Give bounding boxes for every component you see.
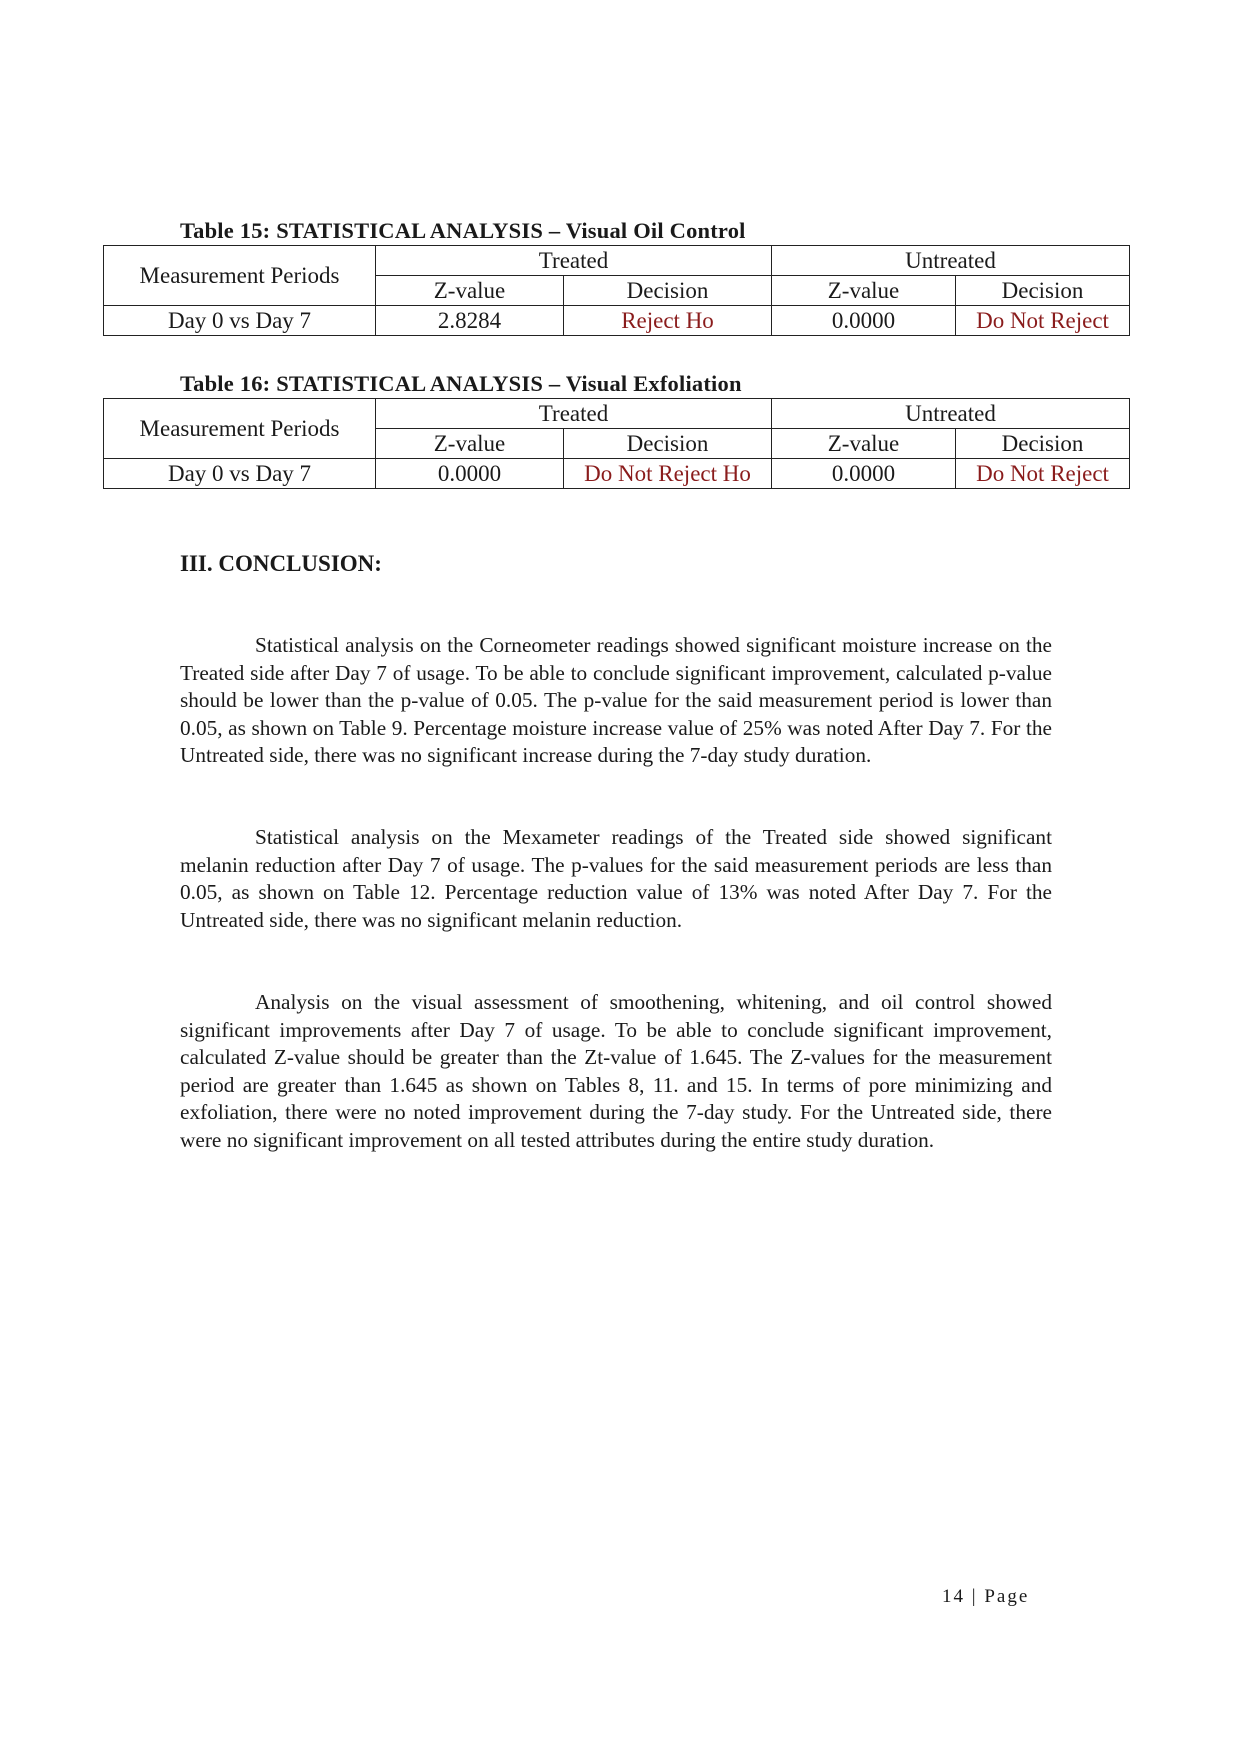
conclusion-heading: III. CONCLUSION: xyxy=(180,551,382,576)
table-16-caption xyxy=(180,371,742,397)
header-untreated-zvalue: Z-value xyxy=(772,276,956,306)
paragraph-text: Statistical analysis on the Mexameter readings of the Treated side showed significant melanin reduction after Day 7 of usage. The p-values for the said measurement periods are less than 0.05, as shown on Table 12. Percentage reduction value of 13% was noted After Day 7. For the Untreated side, there was no significant melanin reduction. xyxy=(180,825,1052,932)
header-untreated-decision: Decision xyxy=(956,276,1130,306)
paragraph-text: Statistical analysis on the Corneometer readings showed significant moisture increase on the Treated side after Day 7 of usage. To be able to conclude significant improvement, calculated p-value should be lower than the p-value of 0.05. The p-value for the said measurement period is lower than 0.05, as shown on Table 9. Percentage moisture increase value of 25% was noted After Day 7. For the Untreated side, there was no significant increase during the 7-day study duration. xyxy=(180,633,1052,768)
table-16 xyxy=(103,398,1130,489)
cell-treated-zvalue: 2.8284 xyxy=(376,306,564,336)
header-measurement-periods: Measurement Periods xyxy=(104,246,376,306)
cell-period: Day 0 vs Day 7 xyxy=(104,306,376,336)
cell-treated-decision: Do Not Reject Ho xyxy=(564,459,772,489)
page-footer xyxy=(942,1586,1029,1608)
cell-untreated-zvalue: 0.0000 xyxy=(772,306,956,336)
page-word: Page xyxy=(984,1586,1030,1607)
header-treated-zvalue: Z-value xyxy=(376,429,564,459)
cell-treated-decision: Reject Ho xyxy=(564,306,772,336)
header-untreated: Untreated xyxy=(772,246,1130,276)
header-untreated: Untreated xyxy=(772,399,1130,429)
cell-untreated-zvalue: 0.0000 xyxy=(772,459,956,489)
table-16-label: Table 16: xyxy=(180,371,271,396)
header-treated: Treated xyxy=(376,399,772,429)
page-number: 14 xyxy=(942,1586,965,1607)
table-15 xyxy=(103,245,1130,336)
table-15-caption xyxy=(180,218,746,244)
header-treated-decision: Decision xyxy=(564,276,772,306)
cell-untreated-decision: Do Not Reject xyxy=(956,459,1130,489)
paragraph-text: Analysis on the visual assessment of smoothening, whitening, and oil control showed significant improvements after Day 7 of usage. To be able to conclude significant improvement, calculated Z-value should be greater than the Zt-value of 1.645. The Z-values for the measurement period are greater than 1.645 as shown on Tables 8, 11. and 15. In terms of pore minimizing and exfoliation, there were no noted improvement during the 7-day study. For the Untreated side, there were no significant improvement on all tested attributes during the entire study duration. xyxy=(180,990,1052,1152)
cell-untreated-decision: Do Not Reject xyxy=(956,306,1130,336)
header-treated: Treated xyxy=(376,246,772,276)
table-row xyxy=(104,306,1130,336)
conclusion-paragraph xyxy=(180,824,1052,934)
header-treated-zvalue: Z-value xyxy=(376,276,564,306)
header-measurement-periods: Measurement Periods xyxy=(104,399,376,459)
conclusion-paragraph xyxy=(180,632,1052,770)
header-untreated-decision: Decision xyxy=(956,429,1130,459)
footer-separator: | xyxy=(971,1586,978,1607)
table-15-title: STATISTICAL ANALYSIS – Visual Oil Control xyxy=(276,218,746,243)
header-untreated-zvalue: Z-value xyxy=(772,429,956,459)
table-15-label: Table 15: xyxy=(180,218,271,243)
table-row xyxy=(104,459,1130,489)
table-16-title: STATISTICAL ANALYSIS – Visual Exfoliation xyxy=(276,371,742,396)
conclusion-paragraph xyxy=(180,989,1052,1155)
cell-period: Day 0 vs Day 7 xyxy=(104,459,376,489)
cell-treated-zvalue: 0.0000 xyxy=(376,459,564,489)
header-treated-decision: Decision xyxy=(564,429,772,459)
